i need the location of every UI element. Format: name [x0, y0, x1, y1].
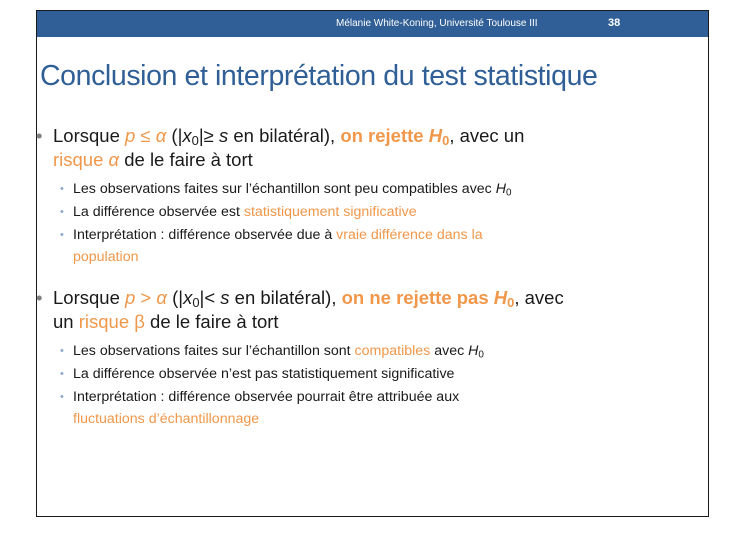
h-subscript: 0 — [478, 349, 484, 361]
text: La différence observée n’est pas statistiquement significative — [73, 366, 455, 382]
sub-bullet-observations — [36, 340, 656, 362]
text: Lorsque — [53, 125, 125, 146]
x-subscript: 0 — [192, 295, 200, 311]
bullet-reject — [36, 124, 656, 172]
h-symbol: H — [468, 343, 479, 359]
s-symbol: s — [220, 287, 230, 308]
alpha-symbol: α — [156, 287, 167, 308]
sub-bullet-interpretation — [36, 224, 656, 268]
bullet-glyph: • — [60, 391, 64, 403]
text: Les observations faites sur l’échantillon sont peu compatibles avec — [73, 181, 496, 197]
bullet-glyph: • — [60, 368, 64, 380]
operator: ≤ — [135, 125, 156, 146]
text: |≥ — [198, 125, 219, 146]
highlight: statistiquement significative — [243, 204, 417, 220]
text: (| — [166, 125, 183, 146]
text: Interprétation : différence observée due à — [73, 227, 337, 243]
text: Les observations faites sur l’échantillon sont — [73, 343, 355, 359]
header-author: Mélanie White-Koning, Université Toulouse III — [336, 18, 538, 29]
text: de le faire à tort — [144, 311, 279, 332]
risk-alpha: α — [108, 149, 120, 170]
text: en bilatéral), — [229, 287, 342, 308]
slide-title: Conclusion et interprétation du test statistique — [40, 60, 598, 92]
bullet-glyph: • — [60, 206, 64, 218]
h-subscript: 0 — [442, 133, 450, 149]
slide-header-bar — [37, 11, 708, 37]
sub-bullet-observations — [36, 178, 656, 200]
x-symbol: x — [182, 125, 192, 146]
slide-page-number: 38 — [608, 17, 621, 29]
risk-word: risque β — [78, 311, 145, 332]
sub-bullet-difference — [36, 363, 656, 385]
highlight: vraie différence dans la — [336, 227, 483, 243]
text: en bilatéral), — [228, 125, 341, 146]
h-subscript: 0 — [507, 295, 515, 311]
h-symbol: H — [495, 181, 506, 197]
h-subscript: 0 — [505, 187, 512, 199]
x-symbol: x — [183, 287, 193, 308]
h-symbol: H — [428, 125, 443, 146]
bullet-glyph: • — [60, 183, 64, 195]
text: La différence observée est — [73, 204, 244, 220]
text: de le faire à tort — [119, 149, 253, 170]
bullet-glyph: • — [60, 229, 64, 241]
text: , avec — [514, 287, 564, 308]
bullet-no-reject — [36, 286, 656, 334]
decision-text: on ne rejette pas — [341, 287, 494, 308]
p-symbol: p — [125, 125, 136, 146]
p-symbol: p — [125, 287, 136, 308]
h-symbol: H — [493, 287, 508, 308]
highlight: compatibles — [354, 343, 431, 359]
alpha-symbol: α — [155, 125, 167, 146]
highlight: population — [73, 249, 139, 265]
text: |< — [199, 287, 221, 308]
highlight: fluctuations d’échantillonnage — [73, 411, 260, 427]
decision-text: on rejette — [340, 125, 429, 146]
text: Interprétation : différence observée pourrait être attribuée aux — [73, 389, 460, 405]
text: avec — [430, 343, 469, 359]
text: Lorsque — [53, 287, 125, 308]
operator: > — [135, 287, 157, 308]
bullet-glyph: • — [36, 125, 43, 146]
s-symbol: s — [218, 125, 229, 146]
bullet-glyph: • — [60, 345, 64, 357]
bullet-glyph: • — [36, 287, 43, 308]
sub-bullet-interpretation — [36, 386, 656, 430]
sub-bullet-difference — [36, 201, 656, 223]
x-subscript: 0 — [191, 133, 199, 149]
text: , avec un — [449, 125, 525, 146]
text: (| — [166, 287, 184, 308]
slide-content — [36, 124, 656, 430]
text: un — [53, 311, 79, 332]
risk-word: risque — [53, 149, 109, 170]
